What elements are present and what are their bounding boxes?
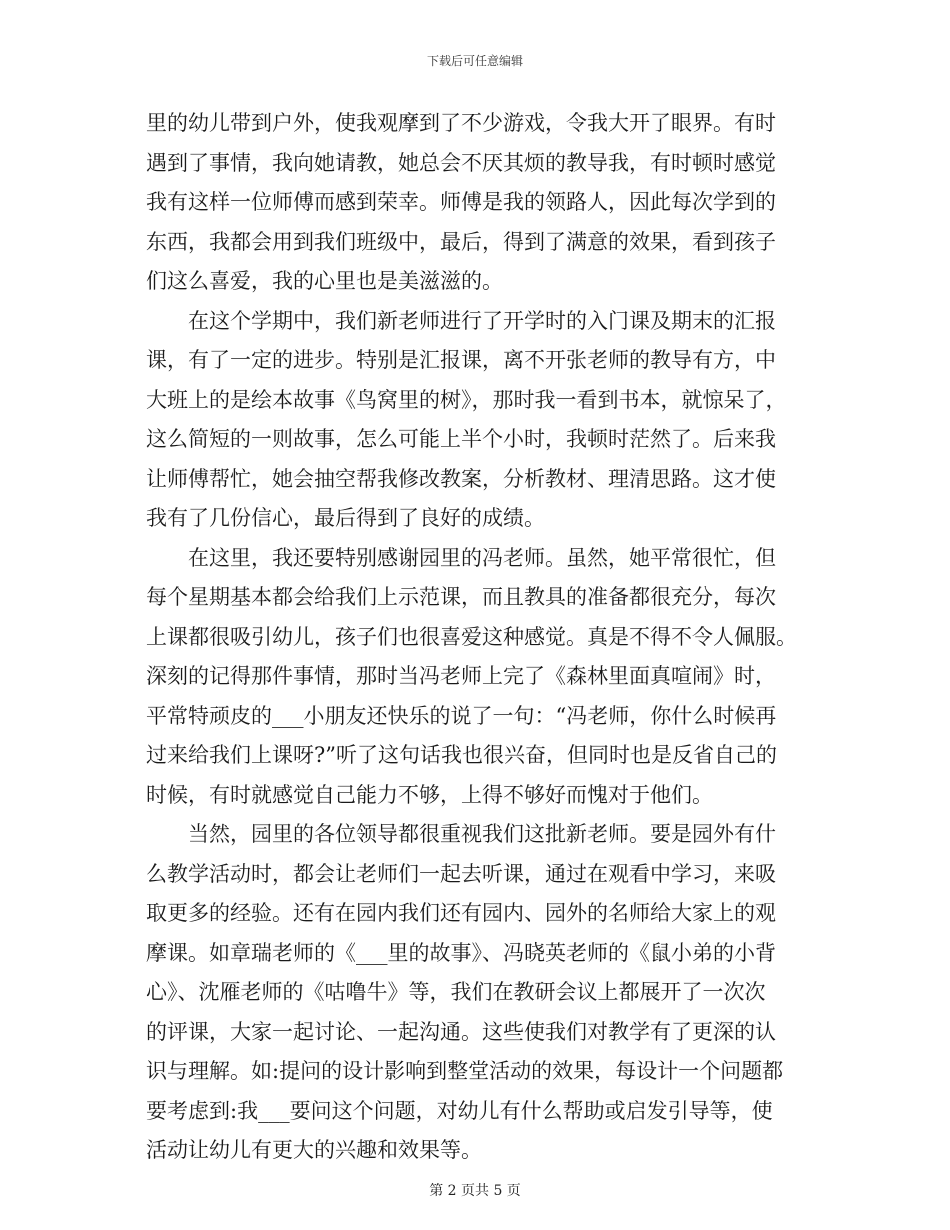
text-line: 取更多的经验。还有在园内我们还有园内、园外的名师给大家上的观	[146, 901, 776, 925]
text-line: 的评课，大家一起讨论、一起沟通。这些使我们对教学有了更深的认	[146, 1019, 776, 1044]
page-footer: 第 2 页共 5 页	[429, 1183, 521, 1199]
text-line: 大班上的是绘本故事《鸟窝里的树》，那时我一看到书本，就惊呆了，	[146, 387, 787, 412]
text-line: 时候，有时就感觉自己能力不够，上得不够好而愧对于他们。	[146, 782, 713, 807]
text-line: 活动让幼儿有更大的兴趣和效果等。	[146, 1138, 482, 1162]
text-line: 么教学活动时，都会让老师们一起去听课，通过在观看中学习，来吸	[146, 861, 776, 886]
text-line: 遇到了事情，我向她请教，她总会不厌其烦的教导我，有时顿时感觉	[146, 150, 776, 175]
text-line: 在这里，我还要特别感谢园里的冯老师。虽然，她平常很忙，但	[188, 545, 776, 570]
text-line: 当然，园里的各位领导都很重视我们这批新老师。要是园外有什	[188, 822, 776, 846]
text-line: 我有了几份信心，最后得到了良好的成绩。	[146, 506, 545, 530]
text-line: 心》、沈雁老师的《咕噜牛》等，我们在教研会议上都展开了一次次	[146, 980, 766, 1004]
text-line: 在这个学期中，我们新老师进行了开学时的入门课及期末的汇报	[188, 308, 776, 333]
text-line: 每个星期基本都会给我们上示范课，而且教具的准备都很充分，每次	[146, 585, 776, 609]
text-line: 深刻的记得那件事情，那时当冯老师上完了《森林里面真喧闹》时，	[146, 664, 776, 688]
text-line: 让师傅帮忙，她会抽空帮我修改教案，分析教材、理清思路。这才使	[146, 466, 776, 491]
text-line: 过来给我们上课呀?”听了这句话我也很兴奋，但同时也是反省自己的	[146, 743, 777, 767]
document-body	[146, 104, 806, 1171]
text-line: 我有这样一位师傅而感到荣幸。师傅是我的领路人，因此每次学到的	[146, 190, 776, 214]
page-header: 下载后可任意编辑	[426, 54, 523, 68]
text-line: 要考虑到:我___要问这个问题，对幼儿有什么帮助或启发引导等，使	[146, 1098, 773, 1123]
text-line: 识与理解。如:提问的设计影响到整堂活动的效果，每设计一个问题都	[146, 1059, 784, 1083]
text-line: 上课都很吸引幼儿，孩子们也很喜爱这种感觉。真是不得不令人佩服。	[146, 624, 797, 649]
text-line: 里的幼儿带到户外，使我观摩到了不少游戏，令我大开了眼界。有时	[146, 111, 776, 135]
text-line: 摩课。如章瑞老师的《___里的故事》、冯晓英老师的《鼠小弟的小背	[146, 940, 776, 965]
text-line: 课，有了一定的进步。特别是汇报课，离不开张老师的教导有方，中	[146, 348, 776, 372]
text-line: 平常特顽皮的___小朋友还快乐的说了一句：“冯老师，你什么时候再	[146, 703, 777, 728]
text-line: 们这么喜爱，我的心里也是美滋滋的。	[146, 269, 503, 293]
text-line: 这么简短的一则故事，怎么可能上半个小时，我顿时茫然了。后来我	[146, 427, 776, 451]
text-line: 东西，我都会用到我们班级中，最后，得到了满意的效果，看到孩子	[146, 229, 776, 254]
